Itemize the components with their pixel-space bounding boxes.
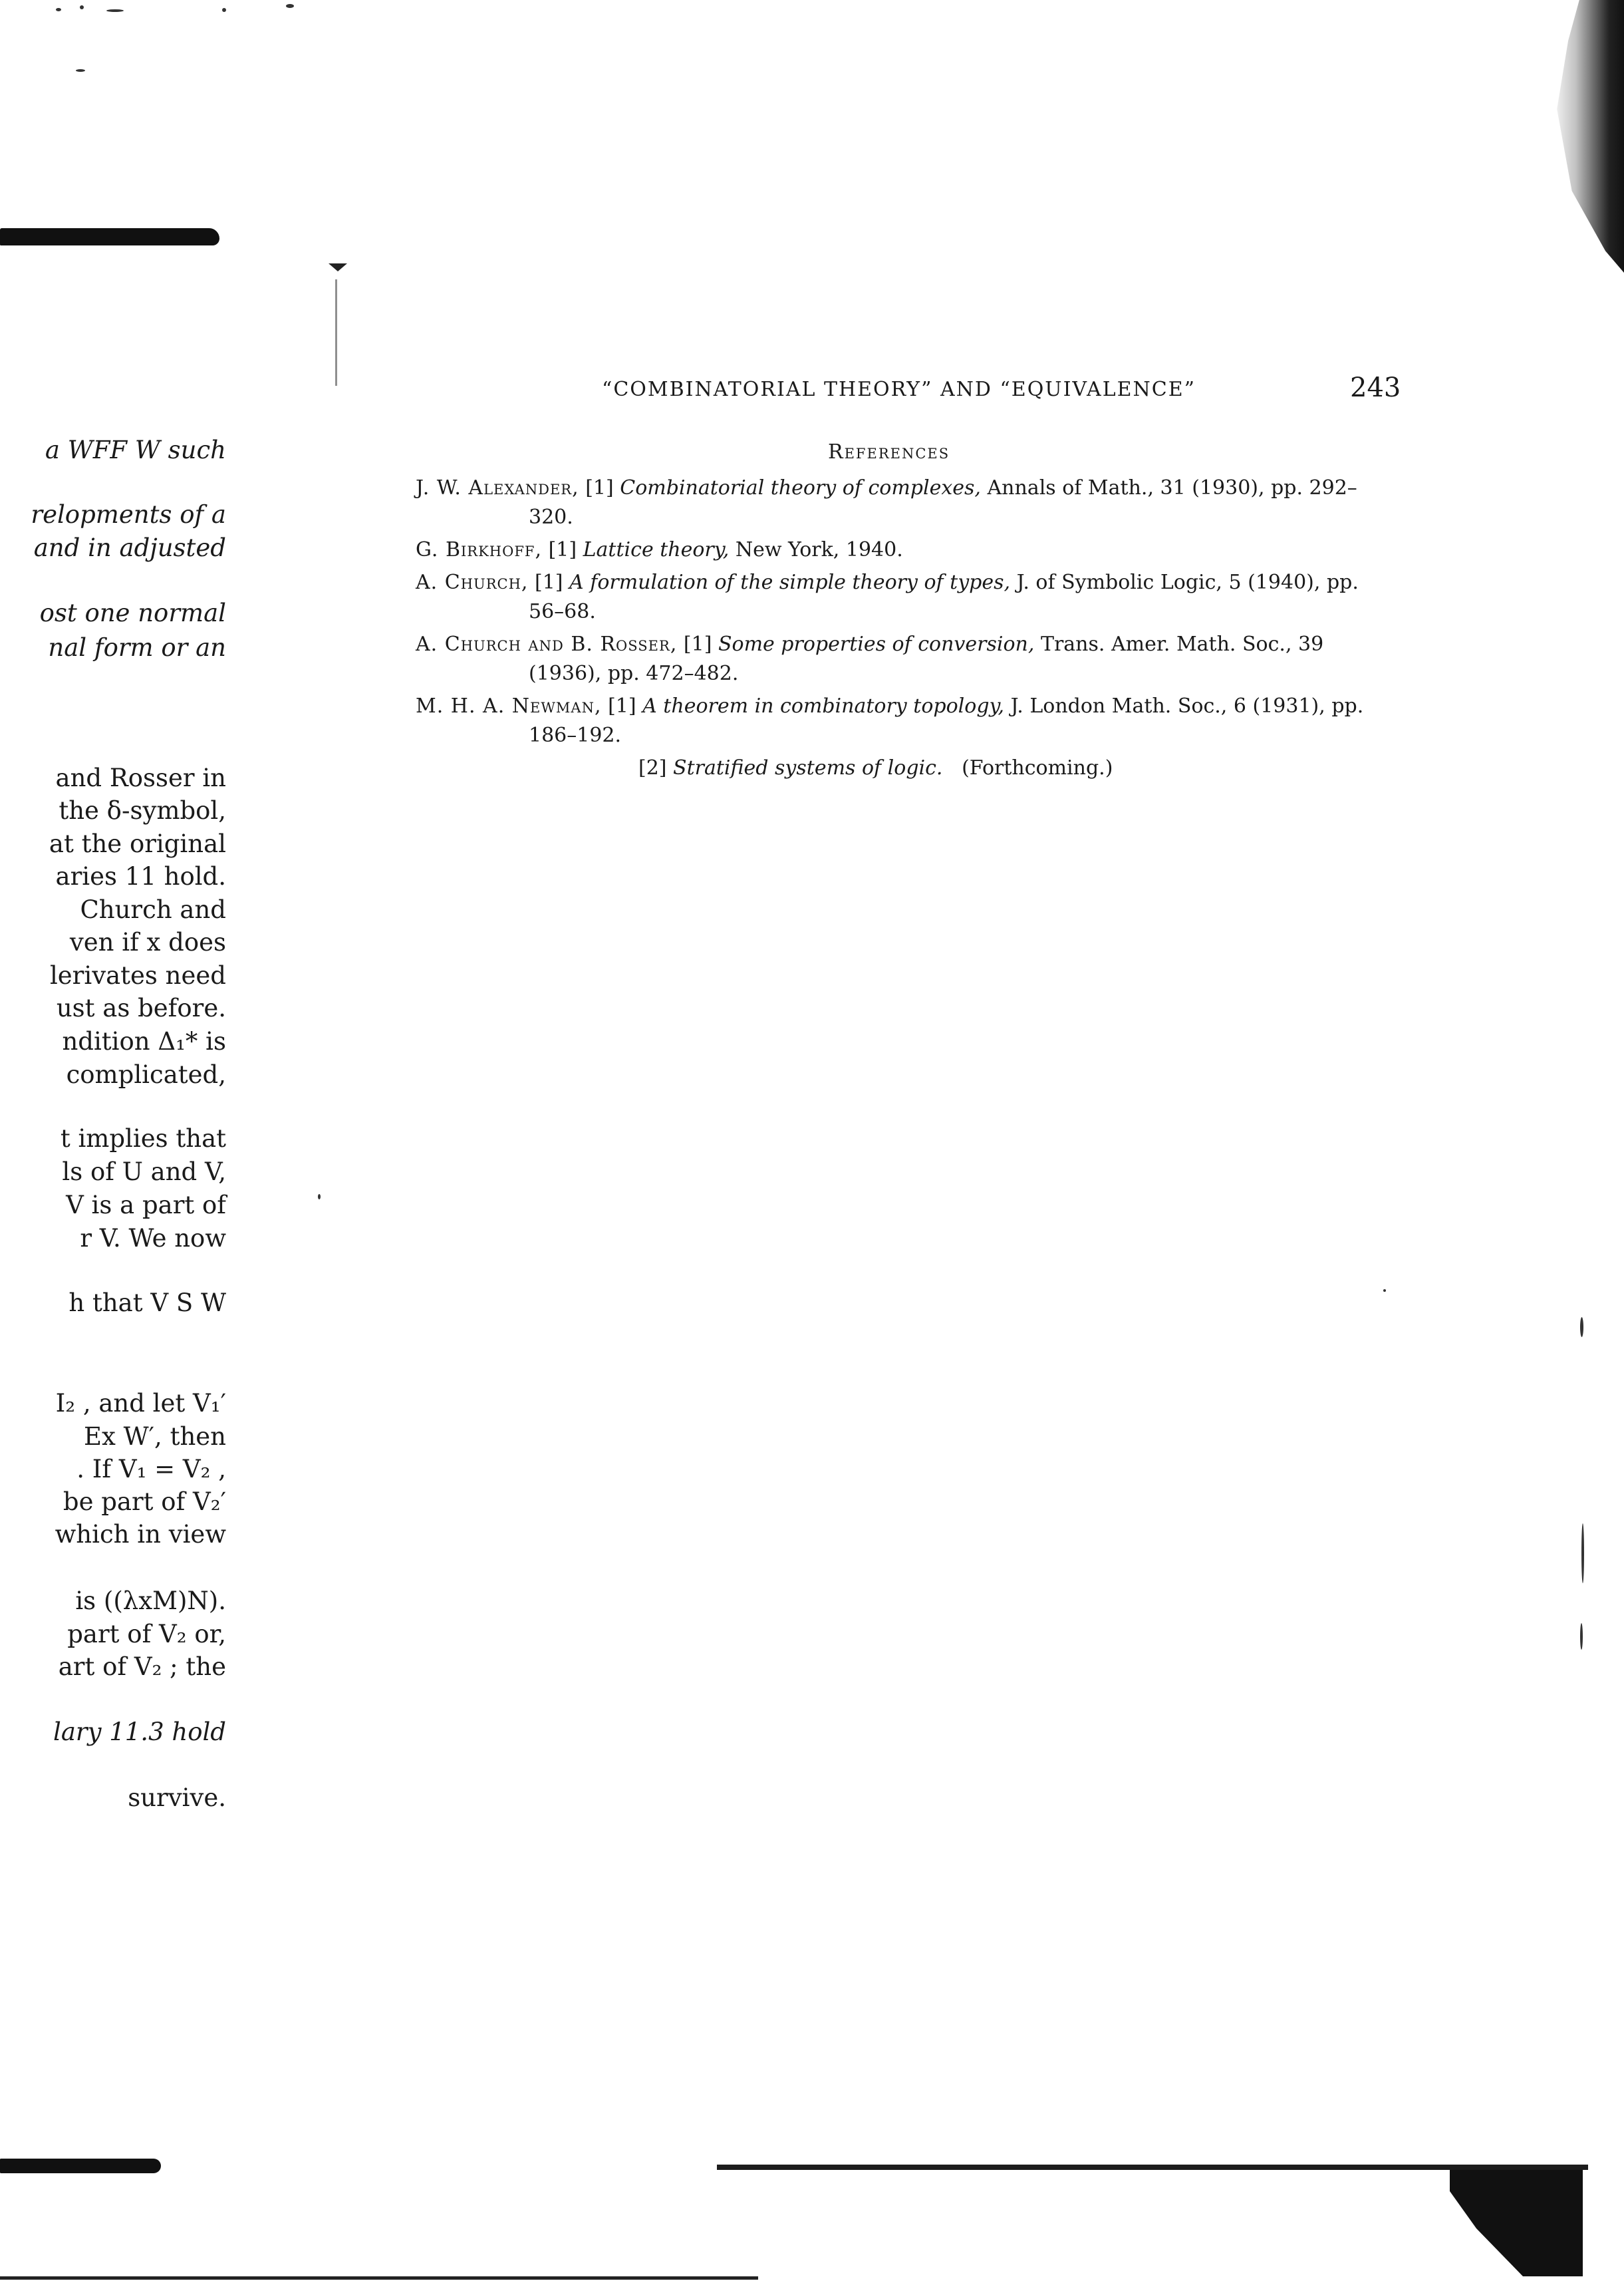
facing-line: ven if x does	[69, 928, 226, 957]
facing-line: h that V S W	[68, 1289, 226, 1317]
reference-author: J. W. Alexander,	[416, 476, 579, 500]
spine-tick-mark	[329, 263, 347, 271]
facing-line: nal form or an	[48, 633, 226, 662]
scan-speck	[1383, 1289, 1386, 1292]
references-heading: References	[828, 440, 950, 464]
reference-entry	[416, 630, 1393, 688]
facing-line: Church and	[80, 895, 226, 924]
facing-line: . If V₁ = V₂ ,	[76, 1455, 226, 1483]
reference-source: J. London Math. Soc., 6 (1931), pp. 186–192.	[529, 694, 1364, 747]
reference-title: Stratified systems of logic.	[673, 756, 943, 780]
reference-author: A. Church,	[416, 571, 529, 594]
scan-speck	[1581, 1523, 1584, 1583]
reference-author: M. H. A. Newman,	[416, 694, 602, 718]
reference-entry	[416, 568, 1393, 627]
facing-line: art of V₂ ; the	[58, 1652, 226, 1681]
reference-title: A theorem in combinatory topology,	[642, 694, 1005, 718]
scan-speck	[1580, 1317, 1583, 1337]
scan-speck	[56, 8, 61, 11]
scan-bar-bottom-left	[0, 2159, 161, 2173]
facing-line: t implies that	[60, 1124, 226, 1153]
page-number: 243	[1350, 373, 1401, 403]
facing-line: V is a part of	[66, 1191, 226, 1219]
facing-line: aries 11 hold.	[55, 862, 226, 891]
reference-author: G. Birkhoff,	[416, 538, 543, 561]
spine-line-mark	[335, 279, 337, 386]
reference-number: [2]	[638, 756, 667, 780]
facing-line: ust as before.	[56, 994, 226, 1022]
scan-speck	[318, 1194, 321, 1199]
scan-speck	[222, 8, 226, 12]
facing-line: lerivates need	[49, 961, 226, 990]
scan-rule-bottom	[717, 2165, 1588, 2170]
scan-shadow-top-right	[1550, 0, 1624, 273]
facing-line: and in adjusted	[33, 533, 226, 562]
facing-line: part of V₂ or,	[67, 1620, 226, 1648]
reference-source: New York, 1940.	[735, 538, 903, 561]
reference-source: Annals of Math., 31 (1930), pp. 292–320.	[529, 476, 1357, 529]
facing-line: survive.	[128, 1783, 226, 1812]
facing-line: is ((λxM)N).	[75, 1587, 226, 1615]
facing-line: I₂ , and let V₁′	[55, 1389, 226, 1418]
reference-entry	[416, 535, 1393, 565]
facing-line: relopments of a	[31, 500, 226, 529]
facing-line: ost one normal	[39, 599, 226, 627]
reference-source: (Forthcoming.)	[962, 756, 1113, 780]
reference-title: Lattice theory,	[583, 538, 730, 561]
reference-author: A. Church and B. Rosser,	[416, 633, 678, 656]
scan-speck	[106, 9, 124, 12]
reference-entry	[416, 692, 1393, 750]
reference-title: Combinatorial theory of complexes,	[620, 476, 981, 500]
reference-source: J. of Symbolic Logic, 5 (1940), pp. 56–68.	[529, 571, 1359, 623]
reference-source: Trans. Amer. Math. Soc., 39 (1936), pp. 472–482.	[529, 633, 1324, 685]
reference-title: Some properties of conversion,	[718, 633, 1035, 656]
reference-number: [1]	[608, 694, 636, 718]
reference-sub-entry	[416, 754, 1393, 783]
reference-number: [1]	[585, 476, 614, 500]
facing-line: ndition Δ₁* is	[62, 1027, 226, 1056]
facing-line: ls of U and V,	[62, 1157, 226, 1186]
facing-line: a WFF W such	[45, 436, 226, 464]
reference-entry	[416, 474, 1393, 532]
facing-line: complicated,	[66, 1060, 226, 1089]
scan-speck	[1580, 1623, 1583, 1650]
reference-number: [1]	[683, 633, 712, 656]
scan-shadow-bottom-right	[1450, 2170, 1583, 2276]
scan-bar-top-left	[0, 228, 219, 245]
facing-line: which in view	[55, 1520, 226, 1549]
reference-title: A formulation of the simple theory of types,	[569, 571, 1011, 594]
facing-line: and Rosser in	[55, 764, 226, 792]
reference-number: [1]	[548, 538, 577, 561]
facing-line: be part of V₂′	[63, 1487, 226, 1516]
facing-line: Ex W′, then	[83, 1422, 226, 1451]
scan-speck	[80, 5, 84, 9]
facing-line: r V. We now	[80, 1224, 226, 1253]
facing-line: at the original	[49, 830, 226, 858]
running-title: “COMBINATORIAL THEORY” AND “EQUIVALENCE”	[602, 378, 1196, 401]
scan-rule-base	[0, 2276, 758, 2280]
facing-line: the δ-symbol,	[59, 796, 226, 825]
reference-number: [1]	[534, 571, 563, 594]
scan-speck	[76, 69, 85, 72]
references-list	[416, 474, 1393, 783]
facing-line: lary 11.3 hold	[53, 1718, 226, 1746]
scan-speck	[286, 4, 294, 8]
